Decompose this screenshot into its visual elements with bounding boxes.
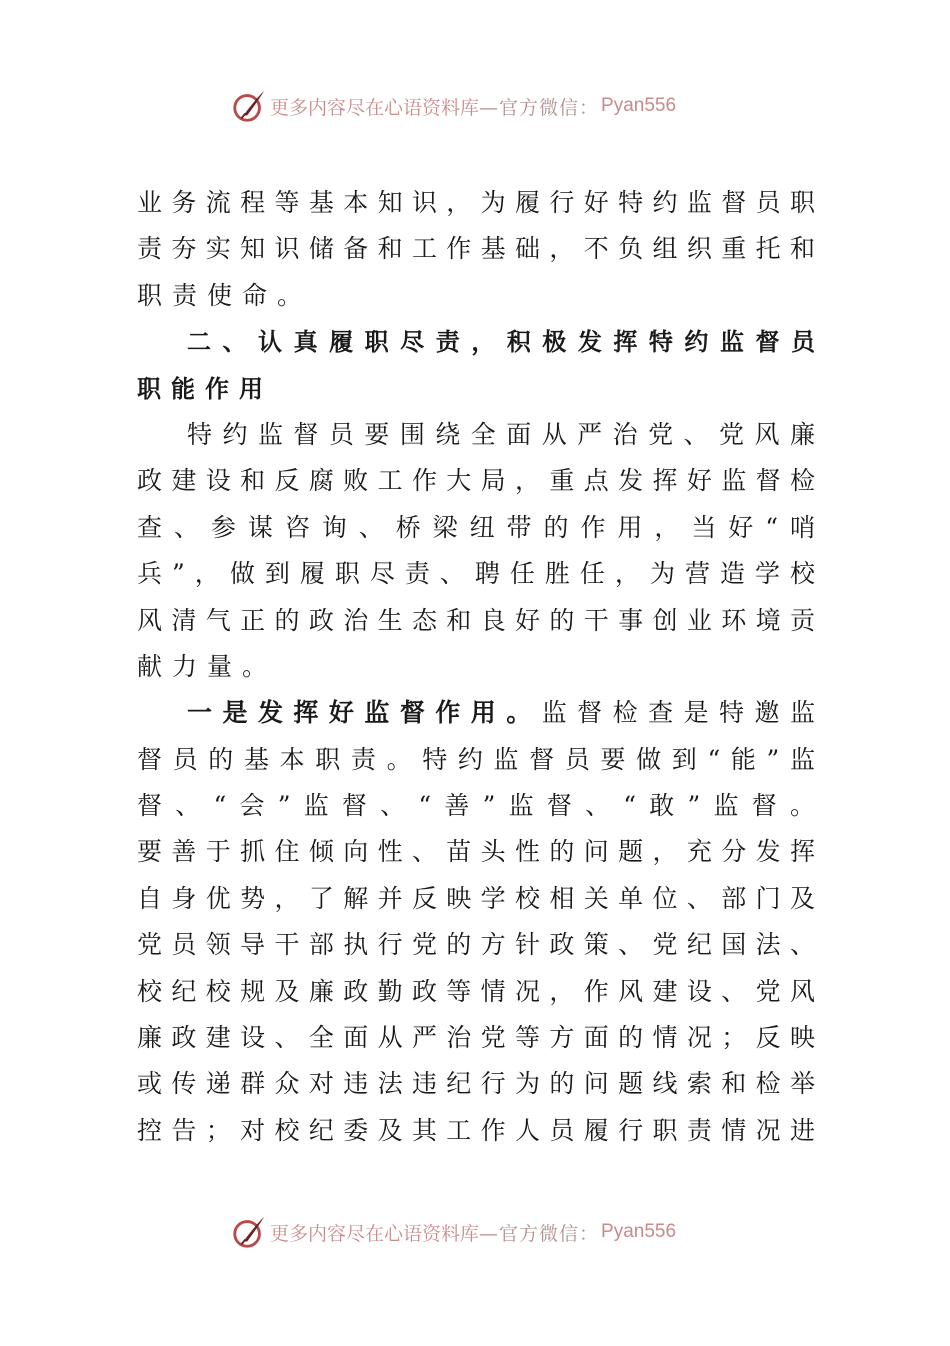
text-line: 自身优势，了解并反映学校相关单位、部门及 (137, 883, 815, 913)
text-line: 献力量。 (137, 651, 278, 681)
footer-watermark (230, 1212, 750, 1252)
quill-logo-icon (230, 1213, 268, 1251)
paragraph-lead-rest: 监督检查是特邀监 (541, 698, 815, 728)
section-heading: 职能作用 (137, 374, 273, 403)
quill-logo-icon (230, 87, 268, 125)
section-heading: 二、认真履职尽责，积极发挥特约监督员 (187, 328, 815, 357)
text-line: 风清气正的政治生态和良好的干事创业环境贡 (137, 605, 815, 635)
text-line: 校纪校规及廉政勤政等情况，作风建设、党风 (137, 976, 815, 1006)
text-line: 兵”，做到履职尽责、聘任胜任，为营造学校 (137, 559, 815, 589)
watermark-wechat-label: —官方微信： (479, 96, 600, 119)
text-line: 特约监督员要围绕全面从严治党、党风廉 (187, 419, 815, 449)
text-line: 职责使命。 (137, 280, 313, 310)
text-line: 廉政建设、全面从严治党等方面的情况；反映 (137, 1023, 815, 1053)
text-line: 督、“会”监督、“善”监督、“敢”监督。 (137, 791, 815, 821)
header-watermark (230, 86, 750, 126)
text-line: 政建设和反腐败工作大局，重点发挥好监督检 (137, 466, 815, 496)
text-line: 查、参谋咨询、桥梁纽带的作用，当好“哨 (137, 512, 815, 542)
paragraph-lead: 一是发挥好监督作用。 (187, 698, 542, 728)
text-line: 控告；对校纪委及其工作人员履行职责情况进 (137, 1115, 815, 1145)
text-line: 督员的基本职责。特约监督员要做到“能”监 (137, 744, 815, 774)
watermark-library-text: 更多内容尽在心语资料库 (270, 96, 480, 119)
watermark-wechat-id: Pyan556 (601, 95, 677, 116)
text-line: 责夯实知识储备和工作基础，不负组织重托和 (137, 234, 815, 264)
paragraph-lead-line (137, 690, 815, 736)
text-line: 或传递群众对违法违纪行为的问题线索和检举 (137, 1069, 815, 1099)
document-body (137, 180, 815, 1154)
text-line: 党员领导干部执行党的方针政策、党纪国法、 (137, 930, 815, 960)
watermark-library-text: 更多内容尽在心语资料库 (270, 1222, 480, 1245)
text-line: 要善于抓住倾向性、苗头性的问题，充分发挥 (137, 837, 815, 867)
watermark-wechat-id: Pyan556 (601, 1221, 677, 1242)
watermark-wechat-label: —官方微信： (479, 1222, 600, 1245)
text-line: 业务流程等基本知识，为履行好特约监督员职 (137, 188, 815, 217)
